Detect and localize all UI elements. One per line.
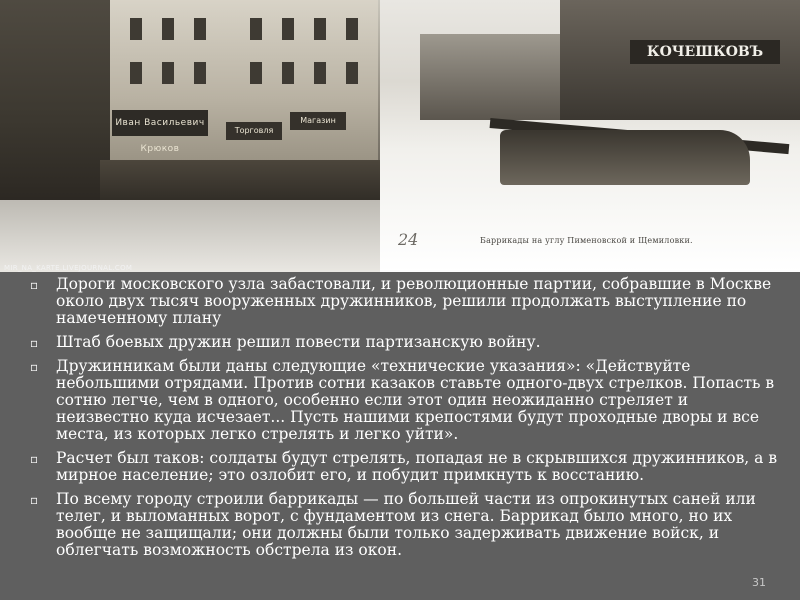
bullet-icon: ▫ [30, 360, 39, 374]
bullet-icon: ▫ [30, 278, 39, 292]
list-item [24, 334, 784, 351]
photo-caption: Баррикады на углу Пименовской и Щемиловки. [480, 236, 693, 245]
building-window [282, 18, 294, 40]
list-item-text: Штаб боевых дружин решил повести партизанскую войну. [56, 333, 541, 351]
building-window [250, 18, 262, 40]
page-number: 31 [752, 576, 766, 589]
shop-sign: КОЧЕШКОВЪ [630, 40, 780, 64]
building-window [282, 62, 294, 84]
building-window [314, 18, 326, 40]
background-building [420, 34, 570, 120]
building-window [130, 18, 142, 40]
list-item [24, 276, 784, 327]
building-window [194, 62, 206, 84]
snow-ground [0, 200, 380, 272]
list-item [24, 450, 784, 484]
left-building-wall [0, 0, 112, 210]
list-item-text: Дружинникам были даны следующие «технические указания»: «Действуйте небольшими отрядами. Против сотни казаков ставьте одного-двух стрелков. Попасть в сотню легче, чем в одного, особенно если этот один неожиданно стреляет и неизвестно куда исчезает... Пусть нашими крепостями будут проходные дворы и все места, из которых легко стрелять и легко уйти». [56, 357, 775, 443]
list-item [24, 358, 784, 443]
bullet-icon: ▫ [30, 452, 39, 466]
building-window [314, 62, 326, 84]
bullet-icon: ▫ [30, 336, 39, 350]
list-item [24, 491, 784, 559]
building-window [162, 18, 174, 40]
plate-number: 24 [398, 230, 419, 249]
building-window [130, 62, 142, 84]
photo-barricade-street-corner [380, 0, 800, 272]
building-window [162, 62, 174, 84]
barricade [100, 160, 380, 204]
list-item-text: Расчет был таков: солдаты будут стрелять, попадая не в скрывшихся дружинников, а в мирное население; это озлобит его, и побудит примкнуть к восстанию. [56, 449, 778, 484]
photo-watermark: MIR_NA_KARTE.LIVEJOURNAL.COM [4, 264, 133, 272]
shop-sign: Иван Васильевич Крюков [112, 110, 208, 136]
building-window [346, 62, 358, 84]
shop-sign-secondary: Торговля [226, 122, 282, 140]
shop-sign-tertiary: Магазин [290, 112, 346, 130]
list-item-text: По всему городу строили баррикады — по большей части из опрокинутых саней или телег, и выломанных ворот, с фундаментом из снега. Баррикад было много, но их вообще не защищали; они должны были только задерживать движение войск, и облегчать возможность обстрела из окон. [56, 490, 756, 559]
photo-moscow-street-barricade [0, 0, 380, 272]
building-window [194, 18, 206, 40]
list-item-text: Дороги московского узла забастовали, и революционные партии, собравшие в Москве около двух тысяч вооруженных дружинников, решили продолжать выступление по намеченному плану [56, 275, 772, 327]
bullet-list [24, 276, 784, 566]
barricade-pile [500, 130, 750, 185]
bullet-icon: ▫ [30, 493, 39, 507]
building-window [250, 62, 262, 84]
building-window [346, 18, 358, 40]
